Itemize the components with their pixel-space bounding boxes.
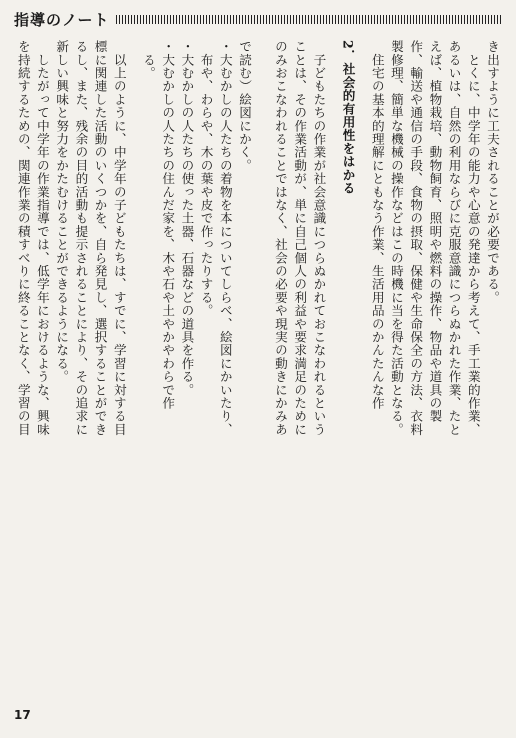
list-item: ・大むかしの人たちの使った土器、石器などの道具を作る。 (179, 40, 195, 397)
paragraph: えば、植物栽培、動物飼育、照明や燃料の操作、物品や道具の製 (427, 40, 443, 423)
paragraph: 以上のように、中学年の子どもたちは、すでに、学習に対する目 (111, 40, 127, 436)
paragraph: とくに、中学年の能力や心意の発達から考えて、手工業的作業、 (465, 40, 481, 436)
paragraph: き出すように工夫されることが必要である。 (485, 40, 500, 304)
right-text-column (270, 40, 502, 688)
paragraph: 子どもたちの作業が社会意識につらぬかれておこなわれるという (311, 40, 327, 436)
list-item: ・大むかしの人たちの着物を本についてしらべ、絵図にかいたり、 (217, 40, 233, 436)
left-text-column (16, 40, 254, 688)
header-title: 指導のノート (14, 10, 110, 29)
page-number: 17 (14, 708, 31, 722)
section-spacer (328, 40, 338, 688)
section-heading: 2．社会的有用性をはかる (340, 40, 356, 195)
paragraph: ことは、その作業活動が、単に自己個人の利益や要求満足のために (292, 40, 308, 436)
paragraph: 標に関連した活動のいくつかを、自ら発見し、選択することができ (92, 40, 108, 436)
paragraph (270, 40, 271, 688)
paragraph: 住宅の基本的理解にともなう作業、生活用品のかんたんな作 (369, 40, 385, 410)
paragraph: を持続するための、関連作業の積すべりに終ることなく、学習の目 (16, 40, 31, 436)
paragraph: 作、輸送や通信の手段、食物の摂取、保健や生命保全の方法、衣料 (408, 40, 424, 436)
paragraph: 製修理、簡単な機械の操作などはこの時機に当を得た活動となる。 (388, 40, 404, 436)
paragraph: あるいは、自然の利用ならびに克服意識につらぬかれた作業、たと (446, 40, 462, 436)
section-spacer (358, 40, 368, 688)
paragraph: 新しい興味と努力をかたむけることができるようになる。 (54, 40, 70, 384)
paragraph: したがって中学年の作業指導では、低学年におけるような、興味 (34, 40, 50, 436)
page-header (14, 8, 502, 30)
list-item: る。 (140, 40, 156, 80)
list-item: ・大むかしの人たちの住んだ家を、木や石や土やかやわらで作 (160, 40, 176, 410)
section-spacer (129, 40, 139, 688)
paragraph: のみおこなわれることではなく、社会の必要や現実の動きにかみあ (272, 40, 288, 436)
header-rule (116, 15, 502, 24)
paragraph: るし、また、残余の目的活動も提示されることにより、その追求に (73, 40, 89, 436)
paragraph: で読む）絵図にかく。 (237, 40, 252, 172)
list-item: 布や、わらや、木の葉や皮で作ったりする。 (198, 40, 214, 318)
